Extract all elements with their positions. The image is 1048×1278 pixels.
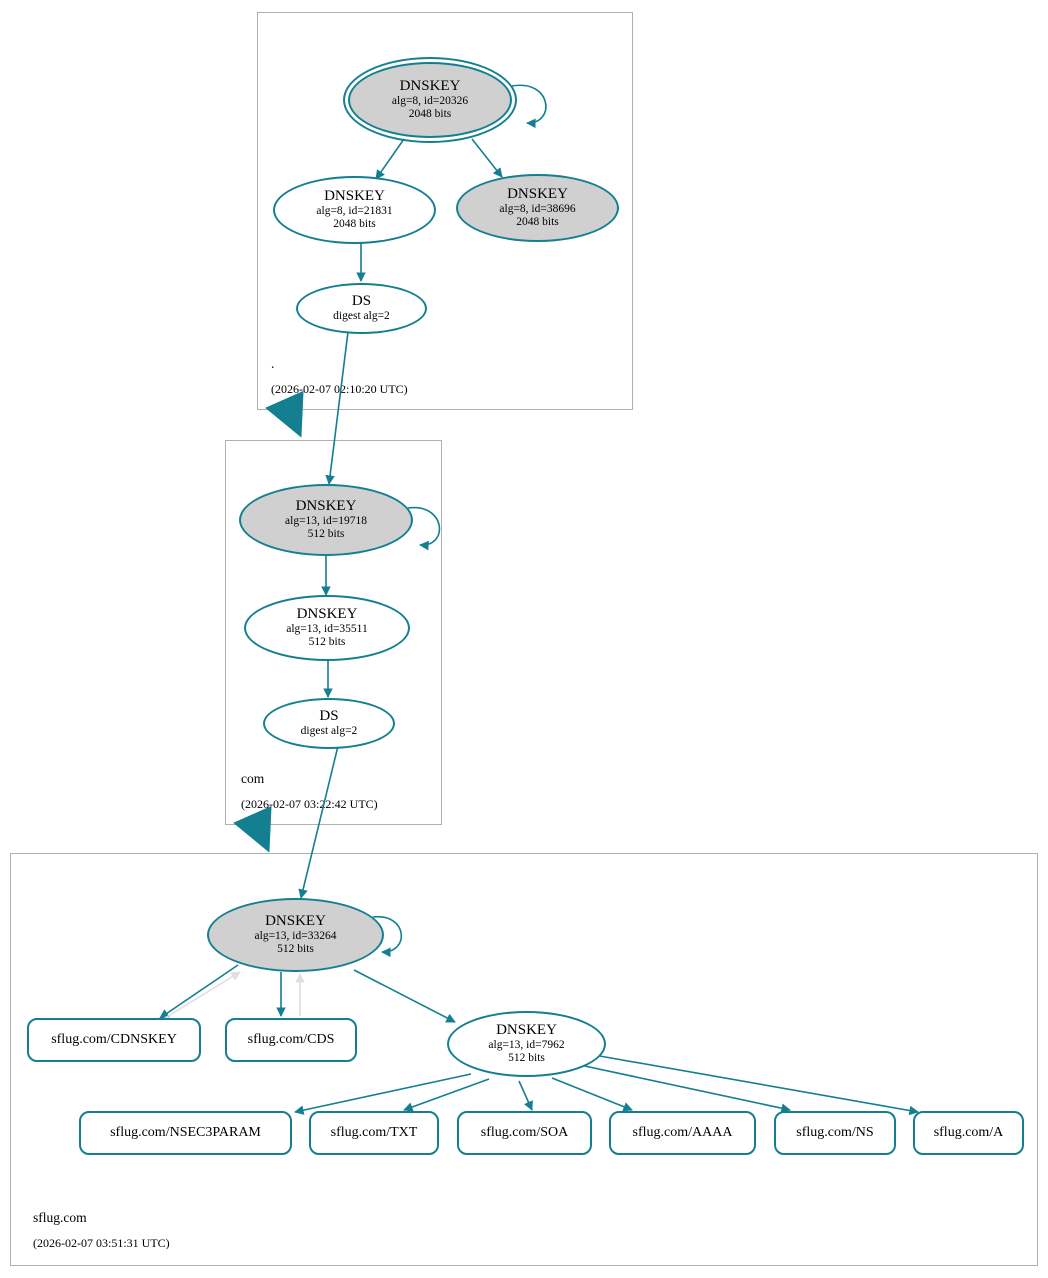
edge-com-ksk-self — [408, 508, 439, 545]
edge-sflug-ksk-to-zsk — [354, 970, 455, 1022]
node-rrset-cds[interactable] — [225, 1018, 357, 1062]
node-rrset-nsec3param[interactable] — [79, 1111, 292, 1155]
node-label-line3: 2048 bits — [408, 107, 452, 120]
zone-label-root: . — [271, 356, 275, 371]
edge-cdnskey-to-ksk-faint — [165, 972, 240, 1018]
node-label-line3: 2048 bits — [516, 215, 559, 228]
node-rrset-a[interactable] — [913, 1111, 1024, 1155]
zone-label-sflug-com: sflug.com — [33, 1210, 87, 1225]
node-label-line1: DNSKEY — [496, 1021, 557, 1038]
node-label-line1: DNSKEY — [296, 605, 358, 622]
edge-root-zone-to-com-zone — [290, 412, 298, 430]
node-root-ds[interactable] — [296, 283, 427, 334]
node-label-line2: digest alg=2 — [300, 724, 358, 737]
node-root-zsk-dnskey[interactable] — [273, 176, 436, 244]
node-label-line3: 512 bits — [508, 1051, 545, 1064]
node-rrset-aaaa[interactable] — [609, 1111, 756, 1155]
node-sflug-zsk-dnskey[interactable] — [447, 1011, 606, 1077]
node-label-line1: DS — [319, 708, 339, 725]
node-label-line2: alg=13, id=7962 — [488, 1038, 565, 1051]
edge-zsk-to-soa — [519, 1081, 532, 1110]
node-label-line3: 512 bits — [277, 942, 314, 955]
node-label-line2: alg=13, id=19718 — [285, 514, 367, 527]
node-label-line2: alg=13, id=35511 — [286, 622, 368, 635]
node-label-line1: sflug.com/TXT — [330, 1124, 418, 1140]
edge-zsk-to-nsec3param — [295, 1074, 471, 1112]
node-label-line1: sflug.com/SOA — [480, 1124, 569, 1140]
node-label-line2: alg=8, id=38696 — [499, 202, 576, 215]
edge-root-ksk-to-other — [472, 139, 502, 177]
node-label-line1: DNSKEY — [324, 187, 385, 204]
node-label-line3: 512 bits — [307, 527, 345, 540]
node-label-line1: sflug.com/NSEC3PARAM — [110, 1124, 261, 1140]
edge-sflug-ksk-to-cdnskey — [160, 965, 238, 1018]
node-label-line3: 512 bits — [308, 635, 346, 648]
zone-timestamp-sflug-com: (2026-02-07 03:51:31 UTC) — [33, 1236, 170, 1250]
node-label-line1: sflug.com/A — [933, 1124, 1004, 1140]
edge-com-ds-to-sflug-ksk — [301, 746, 338, 898]
node-com-ksk-dnskey[interactable] — [239, 484, 413, 556]
node-rrset-ns[interactable] — [774, 1111, 896, 1155]
edge-zsk-to-txt — [404, 1079, 489, 1110]
node-label-line1: DNSKEY — [399, 77, 461, 94]
zone-timestamp-com: (2026-02-07 03:22:42 UTC) — [241, 797, 378, 811]
zone-timestamp-root: (2026-02-07 02:10:20 UTC) — [271, 382, 408, 396]
edge-root-ksk-to-zsk — [376, 139, 404, 179]
node-rrset-cdnskey[interactable] — [27, 1018, 201, 1062]
edge-com-zone-to-sflug-zone — [258, 827, 266, 845]
node-sflug-ksk-dnskey[interactable] — [207, 898, 384, 972]
node-label-line1: DNSKEY — [295, 497, 357, 514]
edge-zsk-to-aaaa — [552, 1078, 632, 1110]
node-label-line1: sflug.com/CDNSKEY — [51, 1031, 177, 1047]
edge-root-ds-to-com-ksk — [329, 332, 348, 484]
edge-root-ksk-self — [512, 85, 546, 123]
node-rrset-soa[interactable] — [457, 1111, 592, 1155]
node-label-line2: alg=13, id=33264 — [254, 929, 337, 942]
node-com-ds[interactable] — [263, 698, 395, 749]
node-root-ksk-dnskey[interactable] — [348, 62, 512, 138]
node-com-zsk-dnskey[interactable] — [244, 595, 410, 661]
node-label-line1: DNSKEY — [507, 185, 568, 202]
node-root-other-dnskey[interactable] — [456, 174, 619, 242]
node-label-line2: alg=8, id=21831 — [316, 204, 393, 217]
node-label-line2: alg=8, id=20326 — [391, 94, 469, 107]
node-label-line2: digest alg=2 — [333, 309, 390, 322]
node-label-line1: sflug.com/NS — [796, 1124, 874, 1140]
node-label-line1: DS — [351, 293, 372, 310]
node-rrset-txt[interactable] — [309, 1111, 439, 1155]
node-label-line1: sflug.com/AAAA — [632, 1124, 733, 1140]
node-label-line1: DNSKEY — [265, 912, 326, 929]
node-label-line3: 2048 bits — [333, 217, 376, 230]
node-label-line1: sflug.com/CDS — [247, 1031, 335, 1047]
zone-label-com: com — [241, 771, 265, 786]
